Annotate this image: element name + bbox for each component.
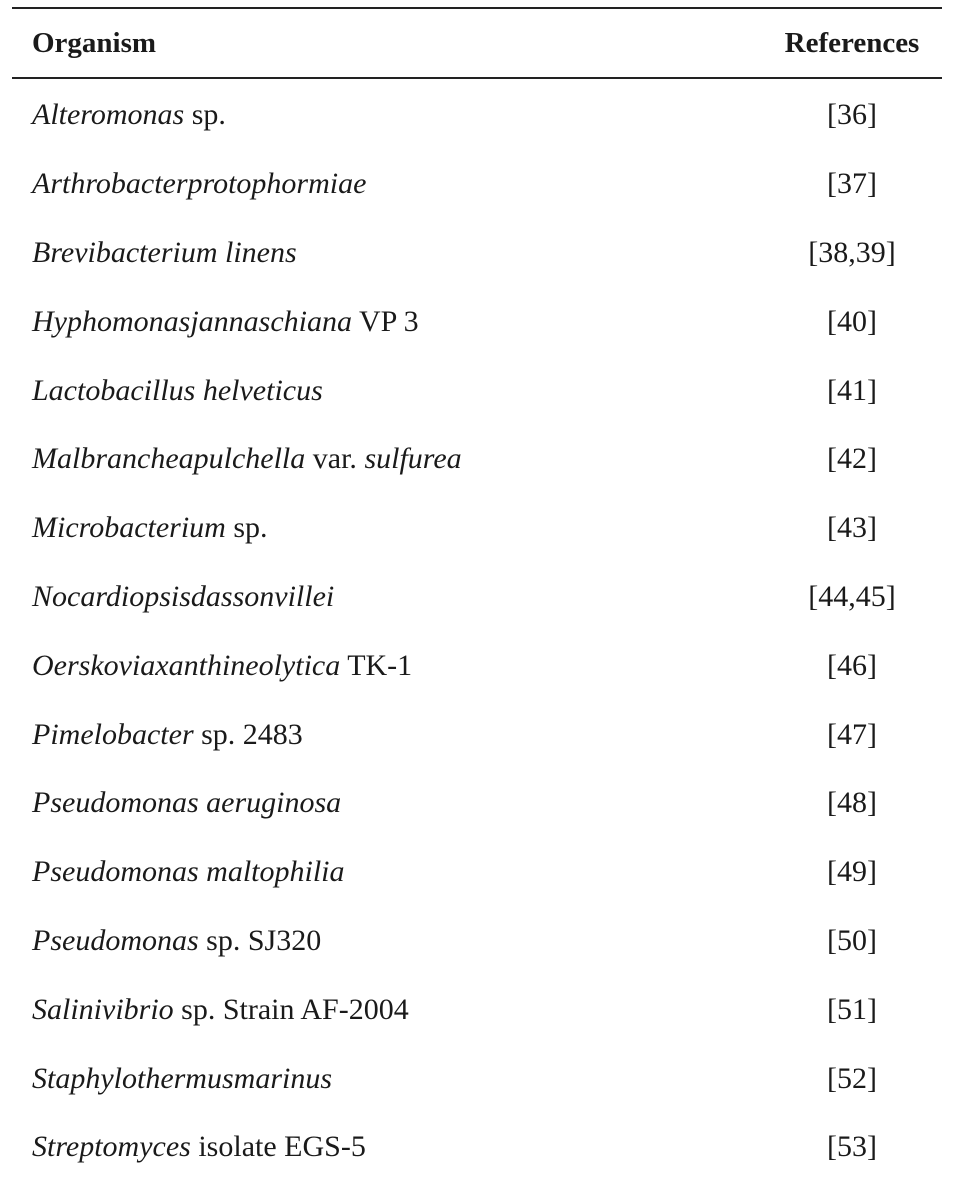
reference-cell: [36] <box>827 98 877 132</box>
reference-cell: [41] <box>827 373 877 407</box>
organism-name-plain: TK-1 <box>340 648 413 682</box>
organism-name-plain: sp. 2483 <box>193 717 303 751</box>
organism-name-italic: Nocardiopsisdassonvillei <box>32 579 335 613</box>
organism-name-italic: Salinivibrio <box>32 992 174 1026</box>
organism-name-italic: Arthrobacterprotophormiae <box>32 167 367 201</box>
organism-name-plain: sp. <box>225 511 268 545</box>
organism-name-italic: Pimelobacter <box>32 717 194 751</box>
organism-references-table <box>12 7 942 1182</box>
organism-cell <box>12 442 462 476</box>
table-row <box>12 1113 942 1182</box>
reference-cell: [48] <box>827 786 877 820</box>
reference-cell: [51] <box>827 992 877 1026</box>
reference-cell: [50] <box>827 923 877 957</box>
table-row <box>12 769 942 838</box>
organism-cell <box>12 718 303 752</box>
organism-cell <box>12 511 268 545</box>
organism-cell <box>12 580 334 614</box>
table-row <box>12 700 942 769</box>
table-row <box>12 975 942 1044</box>
organism-cell <box>12 993 409 1027</box>
organism-cell <box>12 1062 332 1096</box>
reference-cell: [47] <box>827 717 877 751</box>
reference-cell: [43] <box>827 511 877 545</box>
organism-name-italic: Pseudomonas aeruginosa <box>32 786 342 820</box>
organism-cell <box>12 649 412 683</box>
organism-name-italic: Lactobacillus helveticus <box>32 373 323 407</box>
organism-cell <box>12 98 226 132</box>
table-row <box>12 219 942 288</box>
table-row <box>12 287 942 356</box>
table-row <box>12 563 942 632</box>
organism-cell <box>12 305 419 339</box>
table-row <box>12 425 942 494</box>
organism-name-italic: Pseudomonas maltophilia <box>32 855 345 889</box>
organism-name-plain: sp. Strain AF-2004 <box>173 992 409 1026</box>
header-organism: Organism <box>32 26 157 59</box>
table-header-row <box>12 9 942 77</box>
organism-name-italic: Brevibacterium linens <box>32 235 297 269</box>
table-header-rule <box>12 77 942 79</box>
reference-cell: [40] <box>827 304 877 338</box>
organism-name-italic: Pseudomonas <box>32 923 199 957</box>
organism-name-plain: VP 3 <box>351 304 419 338</box>
organism-name-italic: Oerskoviaxanthineolytica <box>32 648 341 682</box>
organism-cell <box>12 167 366 201</box>
table-row <box>12 356 942 425</box>
reference-cell: [49] <box>827 855 877 889</box>
table-body <box>12 81 942 1182</box>
table-row <box>12 494 942 563</box>
organism-name-italic: Staphylothermusmarinus <box>32 1061 332 1095</box>
table-row <box>12 631 942 700</box>
reference-cell: [42] <box>827 442 877 476</box>
organism-cell <box>12 924 321 958</box>
reference-cell: [53] <box>827 1130 877 1164</box>
organism-name-italic: Streptomyces <box>32 1130 191 1164</box>
reference-cell: [46] <box>827 648 877 682</box>
reference-cell: [52] <box>827 1061 877 1095</box>
organism-name-italic: Malbrancheapulchella <box>32 442 306 476</box>
table-row <box>12 81 942 150</box>
organism-cell <box>12 236 297 270</box>
organism-name-italic: Hyphomonasjannaschiana <box>32 304 352 338</box>
organism-cell <box>12 855 345 889</box>
table-row <box>12 150 942 219</box>
reference-cell: [38,39] <box>808 235 896 269</box>
organism-name-italic: Microbacterium <box>32 511 226 545</box>
organism-cell <box>12 374 323 408</box>
organism-name-plain: sp. SJ320 <box>198 923 322 957</box>
reference-cell: [44,45] <box>808 579 896 613</box>
organism-name-italic-suffix: sulfurea <box>364 442 462 476</box>
organism-cell <box>12 1130 366 1164</box>
organism-name-plain: var. <box>305 442 365 476</box>
organism-name-plain: sp. <box>184 98 226 132</box>
organism-name-plain: isolate EGS-5 <box>190 1130 366 1164</box>
header-references: References <box>784 26 920 59</box>
table-row <box>12 838 942 907</box>
table-row <box>12 1044 942 1113</box>
reference-cell: [37] <box>827 167 877 201</box>
organism-name-italic: Alteromonas <box>32 98 185 132</box>
table-row <box>12 907 942 976</box>
organism-cell <box>12 786 341 820</box>
